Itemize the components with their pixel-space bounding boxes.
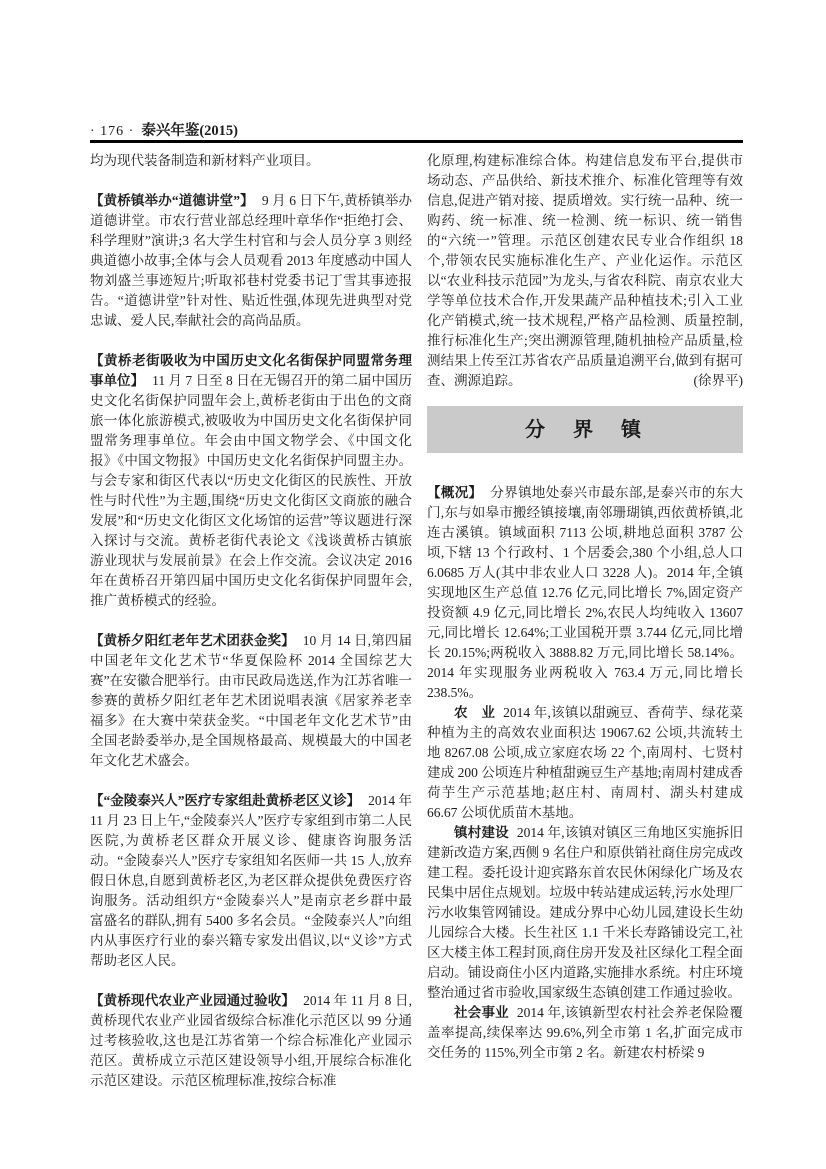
right-column — [427, 151, 743, 1091]
section-banner — [427, 406, 743, 453]
section-heading: 社会事业 — [454, 1005, 509, 1020]
intro-paragraph — [90, 151, 412, 171]
entry-laojie-tongmeng — [90, 351, 412, 611]
section-body: 2014 年,该镇对镇区三角地区实施拆旧建新改造方案,西侧 9 名住户和原供销社商住房完成改建工程。委托设计迎宾路东首农民休闲绿化广场及农民集中居住点规划。垃圾中转站建成运转,污水处理厂污水收集管网铺设。建成分界中心幼儿园,建设长生幼儿园综合大楼。长生社区 1.1 千米长寿路铺设完工,社区大楼主体工程封顶,商住房开发及社区绿化工程全面启动。铺设商住小区内道路,实施排水系统。村庄环境整治通过省市验收,国家级生态镇创建工作通过验收。 — [427, 825, 744, 1000]
entry-body: 10 月 14 日,第四届中国老年文化艺术节“华夏保险杯 2014 全国综艺大赛”在安徽合肥举行。由市民政局选送,作为江苏省唯一参赛的黄桥夕阳红老年艺术团说唱表演《居家养老幸福多》在大赛中荣获金奖。“中国老年文化艺术节”由全国老龄委举办,是全国规格最高、规模最大的中国老年文化艺术盛会。 — [90, 633, 413, 768]
entry-heading: 【黄桥夕阳红老年艺术团获金奖】 — [90, 633, 295, 648]
section-heading: 镇村建设 — [454, 825, 509, 840]
text-columns — [90, 151, 743, 1091]
section-body: 2014 年,该镇新型农村社会养老保险覆盖率提高,续保率达 99.6%,列全市第 1 名,扩面完成市交任务的 115%,列全市第 2 名。新建农村桥梁 9 — [427, 1005, 744, 1060]
entry-nongyeyuan-yanshou — [90, 991, 412, 1091]
entry-body: 11 月 7 日至 8 日在无锡召开的第二届中国历史文化名街保护同盟年会上,黄桥老街由于出色的文商旅一体化旅游模式,被吸收为中国历史文化名街保护同盟常务理事单位。年会由中国文物学会、《中国文化报》《中国文物报》中国历史文化名街保护同盟主办。与会专家和街区代表以“历史文化街区的民族性、开放性与时代性”为主题,围绕“历史文化街区文商旅的融合发展”和“历史文化街区文化场馆的运营”等议题进行深入探讨与交流。黄桥老街代表论文《浅谈黄桥古镇旅游业现状与发展前景》在会上作交流。会议决定 2016 年在黄桥召开第四届中国历史文化名街保护同盟年会,推广黄桥模式的经验。 — [90, 373, 413, 608]
entry-xiyanghong-jinjiang — [90, 631, 412, 771]
header-rule — [90, 140, 743, 143]
continuation-paragraph — [427, 151, 743, 391]
entry-daode-jiangtang — [90, 191, 412, 331]
entry-heading: 【黄桥现代农业产业园通过验收】 — [90, 993, 296, 1008]
entry-heading: 【“金陵泰兴人”医疗专家组赴黄桥老区义诊】 — [90, 793, 361, 808]
entry-body: 2014 年 11 月 23 日上午,“金陵泰兴人”医疗专家组到市第二人民医院,为黄桥老区群众开展义诊、健康咨询服务活动。“金陵泰兴人”医疗专家组知名医师一共 15 人,放弃假日休息,自愿到黄桥老区,为老区群众提供免费医疗咨询服务。活动组织方“金陵泰兴人”是南京老乡群中最富盛名的群队,拥有 5400 多名会员。“金陵泰兴人”向组内从事医疗行业的泰兴籍专家发出倡议,以“义诊”方式帮助老区人民。 — [90, 793, 413, 968]
page-header — [90, 119, 743, 139]
continuation-text: 化原理,构建标准综合体。构建信息发布平台,提供市场动态、产品供给、新技术推介、标准化管理等有效信息,促进产销对接、提质增效。实行统一品种、统一购药、统一标准、统一检测、统一标识、统一销售的“六统一”管理。示范区创建农民专业合作组织 18 个,带领农民实施标准化生产、产业化运作。示范区以“农业科技示范园”为龙头,与省农科院、南京农业大学等单位技术合作,开发果蔬产品种植技术;引入工业化产销模式,统一技术规程,严格产品检测、质量控制,推行标准化生产;突出溯源管理,随机抽检产品质量,检测结果上传至江苏省农产品质量追溯平台,做到有据可查、溯源追踪。 — [427, 153, 743, 388]
entry-jinling-yizhen — [90, 791, 412, 971]
section-nongye — [427, 703, 743, 823]
section-shehui-shiye — [427, 1003, 743, 1063]
entry-heading: 【黄桥镇举办“道德讲堂”】 — [90, 193, 254, 208]
section-heading: 农 业 — [454, 705, 496, 720]
section-body: 2014 年,该镇以甜豌豆、香荷芋、绿花菜种植为主的高效农业面积达 19067.62 公顷,共流转土地 8267.08 公顷,成立家庭农场 22 个,南周村、七贤村建成 200 公顷连片种植甜豌豆生产基地;南周村建成香荷芋生产示范基地;赵庄村、南周村、湖头村建成 66.67 公顷优质苗木基地。 — [427, 705, 744, 820]
section-heading: 【概况】 — [427, 485, 483, 500]
section-gaikuang — [427, 483, 743, 703]
page-content — [90, 119, 743, 1091]
intro-text: 均为现代装备制造和新材料产业项目。 — [90, 153, 320, 168]
entry-heading: 【黄桥老街吸收为中国历史文化名街保护同盟常务理事单位】 — [90, 353, 412, 388]
page-number: · 176 · — [90, 124, 135, 139]
entry-body: 2014 年 11 月 8 日,黄桥现代农业产业园省级综合标准化示范区以 99 分通过考核验收,这也是江苏省第一个综合标准化产业园示范区。黄桥成立示范区建设领导小组,开展综合标准化示范区建设。示范区梳理标准,按综合标准 — [90, 993, 412, 1088]
left-column — [90, 151, 412, 1091]
entry-body: 9 月 6 日下午,黄桥镇举办道德讲堂。市农行营业部总经理叶章华作“拒绝打会、科学理财”演讲;3 名大学生村官和与会人员分享 3 则经典道德小故事;全体与会人员观看 2013 年度感动中国人物刘盛兰事迹短片;听取祁巷村党委书记丁雪其事迹报告。“道德讲堂”针对性、贴近性强,体现先进典型对党忠诚、爱人民,奉献社会的高尚品质。 — [90, 193, 413, 328]
section-banner-title: 分 界 镇 — [525, 418, 645, 441]
book-title: 泰兴年鉴(2015) — [141, 123, 238, 139]
section-zhencun-jianshe — [427, 823, 743, 1003]
section-body: 分界镇地处泰兴市最东部,是泰兴市的东大门,东与如皋市搬经镇接壤,南邻珊瑚镇,西依黄桥镇,北连古溪镇。镇域面积 7113 公顷,耕地总面积 3787 公顷,下辖 13 个行政村、1 个居委会,380 个小组,总人口 6.0685 万人(其中非农业人口 3228 人)。2014 年,全镇实现地区生产总值 12.76 亿元,同比增长 7%,固定资产投资额 4.9 亿元,同比增长 2%,农民人均纯收入 13607 元,同比增长 12.64%;工业国税开票 3.744 亿元,同比增长 20.15%;两税收入 3888.82 万元,同比增长 58.14%。2014 年实现服务业两税收入 763.4 万元,同比增长 238.5%。 — [427, 485, 744, 700]
author-attribution: (徐界平) — [693, 373, 743, 388]
